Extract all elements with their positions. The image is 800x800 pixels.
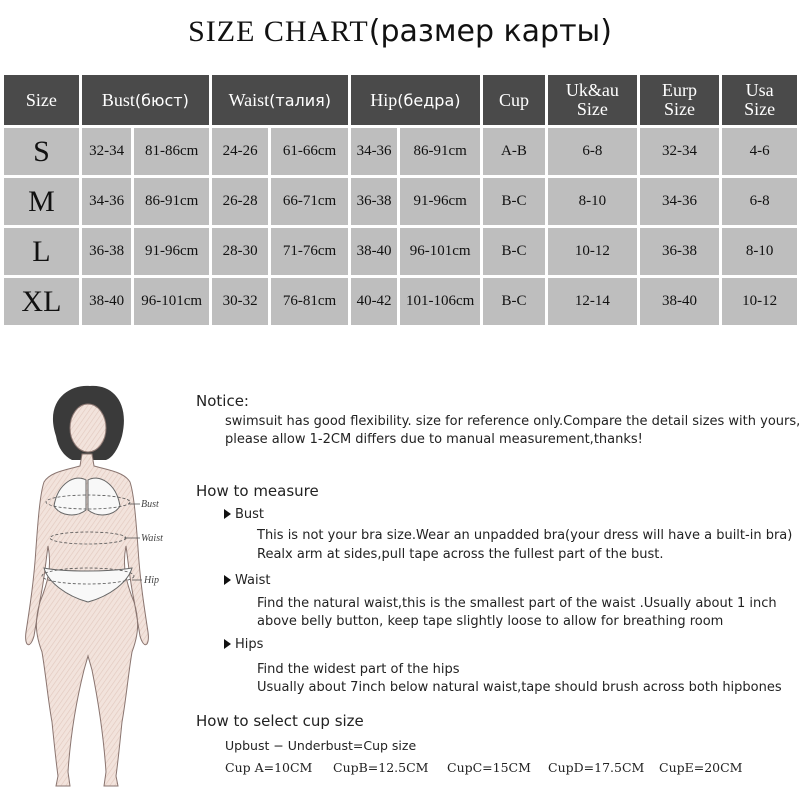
bust-cm-cell: 81-86cm [134,128,209,175]
hip-inch-cell: 40-42 [351,278,398,325]
bust-inch-cell: 36-38 [82,228,132,275]
header-uk-size: Uk&au Size [548,75,637,125]
us-size-cell: 8-10 [722,228,797,275]
bust-inch-cell: 32-34 [82,128,132,175]
cup-b-value: CupB=12.5CM [333,760,429,775]
hip-inch-cell: 36-38 [351,178,398,225]
header-us-size: Usa Size [722,75,797,125]
face-shape [70,404,106,452]
uk-size-cell: 12-14 [548,278,637,325]
uk-size-cell: 10-12 [548,228,637,275]
cup-size-heading: How to select cup size [196,712,364,730]
waist-inch-cell: 28-30 [212,228,268,275]
cup-cell: B-C [483,178,545,225]
size-chart-table [1,72,800,328]
notice-heading: Notice: [196,392,249,410]
table-row [4,178,797,225]
header-hip: Hip(бедра) [351,75,480,125]
hip-cm-cell: 91-96cm [400,178,480,225]
hips-subheading: Hips [224,637,263,652]
title-russian: (размер карты) [368,14,612,49]
hip-label: Hip [144,575,159,586]
bust-cm-cell: 86-91cm [134,178,209,225]
bust-inch-cell: 38-40 [82,278,132,325]
eu-size-cell: 38-40 [640,278,720,325]
us-size-cell: 4-6 [722,128,797,175]
hip-cm-cell: 86-91cm [400,128,480,175]
title-main: SIZE CHART [188,15,369,48]
how-to-measure-heading: How to measure [196,482,319,500]
cup-cell: B-C [483,278,545,325]
waist-instruction-1: Find the natural waist,this is the smallest part of the waist .Usually about 1 inch [257,596,777,611]
notice-line-2: please allow 1-2CM differs due to manual measurement,thanks! [225,432,643,447]
header-eu-size: Eurp Size [640,75,720,125]
triangle-bullet-icon [224,509,231,519]
hip-cm-cell: 96-101cm [400,228,480,275]
eu-size-cell: 34-36 [640,178,720,225]
uk-size-cell: 8-10 [548,178,637,225]
hips-instruction-2: Usually about 7inch below natural waist,tape should brush across both hipbones [257,680,782,695]
table-row [4,228,797,275]
cup-c-value: CupC=15CM [447,760,531,775]
waist-subheading: Waist [224,573,270,588]
cup-cell: A-B [483,128,545,175]
notice-line-1: swimsuit has good flexibility. size for reference only.Compare the detail sizes with yours, [225,414,800,429]
waist-inch-cell: 30-32 [212,278,268,325]
waist-cm-cell: 66-71cm [271,178,347,225]
cup-cell: B-C [483,228,545,275]
size-cell: L [4,228,79,275]
uk-size-cell: 6-8 [548,128,637,175]
header-cup: Cup [483,75,545,125]
bust-instruction-2: Realx arm at sides,pull tape across the fullest part of the bust. [257,547,664,562]
bust-inch-cell: 34-36 [82,178,132,225]
bust-cm-cell: 91-96cm [134,228,209,275]
cup-formula: Upbust − Underbust=Cup size [225,738,417,753]
cup-e-value: CupE=20CM [659,760,743,775]
table-header-row [4,75,797,125]
hip-inch-cell: 34-36 [351,128,398,175]
waist-label: Waist [141,533,163,544]
waist-inch-cell: 26-28 [212,178,268,225]
triangle-bullet-icon [224,575,231,585]
hips-instruction-1: Find the widest part of the hips [257,662,460,677]
waist-instruction-2: above belly button, keep tape slightly loose to allow for breathing room [257,614,724,629]
eu-size-cell: 36-38 [640,228,720,275]
hip-cm-cell: 101-106cm [400,278,480,325]
cup-a-value: Cup A=10CM [225,760,313,775]
page-title [0,14,800,64]
header-waist: Waist(талия) [212,75,348,125]
waist-cm-cell: 71-76cm [271,228,347,275]
hip-inch-cell: 38-40 [351,228,398,275]
size-cell: S [4,128,79,175]
bust-instruction-1: This is not your bra size.Wear an unpadded bra(your dress will have a built-in bra) [257,528,793,543]
bust-cm-cell: 96-101cm [134,278,209,325]
size-cell: M [4,178,79,225]
waist-cm-cell: 61-66cm [271,128,347,175]
header-bust: Bust(бюст) [82,75,209,125]
size-cell: XL [4,278,79,325]
us-size-cell: 10-12 [722,278,797,325]
waist-inch-cell: 24-26 [212,128,268,175]
cup-d-value: CupD=17.5CM [548,760,645,775]
bust-subheading: Bust [224,507,264,522]
triangle-bullet-icon [224,639,231,649]
waist-cm-cell: 76-81cm [271,278,347,325]
bust-label: Bust [141,499,159,510]
us-size-cell: 6-8 [722,178,797,225]
body-measurement-figure [0,370,200,800]
table-row [4,278,797,325]
table-row [4,128,797,175]
header-size: Size [4,75,79,125]
eu-size-cell: 32-34 [640,128,720,175]
